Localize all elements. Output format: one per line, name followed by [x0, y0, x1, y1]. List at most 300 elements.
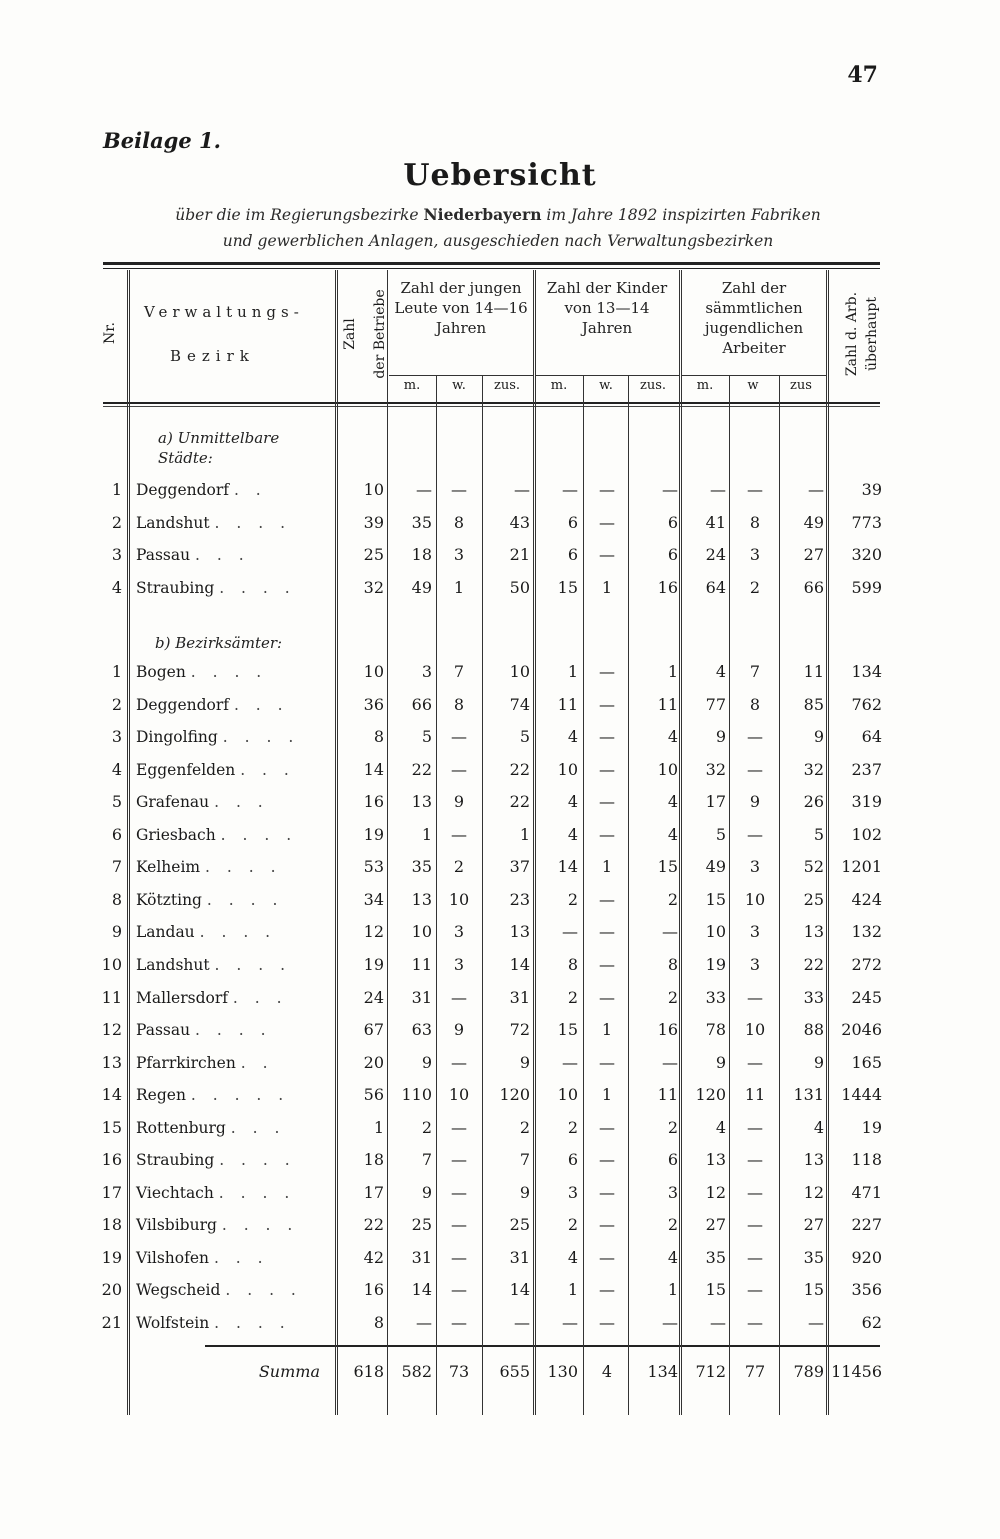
- header-gesamt-2: überhaupt: [864, 297, 880, 371]
- leader-dots: . . .: [213, 1248, 269, 1267]
- bezirk-name: Landshut: [136, 513, 210, 532]
- row-saemtl-w: 3: [749, 857, 761, 877]
- row-kinder-zus: 1: [667, 662, 678, 681]
- row-kinder-m: 2: [567, 889, 578, 909]
- summa-saemtl-zus: 789: [793, 1362, 824, 1381]
- row-kinder-w: —: [599, 792, 615, 812]
- row-jung-w: —: [451, 480, 467, 499]
- row-kinder-w: —: [599, 662, 615, 681]
- row-betriebe: 67: [363, 1020, 384, 1040]
- row-nr: 2: [111, 512, 122, 532]
- sub-rule-kinder: [536, 375, 679, 376]
- table-row: [0, 722, 1000, 752]
- page-title: Uebersicht: [403, 158, 597, 193]
- row-jung-zus: 21: [509, 545, 530, 564]
- bezirk-name: Straubing: [136, 1151, 215, 1170]
- row-kinder-m: 4: [567, 792, 578, 812]
- bezirk-name: Passau: [136, 546, 191, 564]
- row-jung-w: 3: [453, 954, 465, 974]
- row-saemtl-zus: 52: [803, 857, 824, 877]
- row-nr: 10: [101, 954, 122, 974]
- row-saemtl-zus: 15: [803, 1280, 824, 1300]
- summa-row: [0, 1357, 1000, 1387]
- row-jung-w: —: [451, 1150, 467, 1170]
- row-saemtl-w: —: [747, 1247, 763, 1267]
- row-kinder-w: —: [599, 889, 615, 909]
- row-betriebe: 17: [363, 1182, 384, 1202]
- section-staedte: a) Unmittelbare Städte:: [158, 429, 280, 467]
- header-nr: Nr.: [102, 322, 118, 344]
- row-jung-zus: 31: [509, 987, 530, 1007]
- row-bezirk-name: [136, 1210, 331, 1240]
- row-jung-w: —: [451, 987, 467, 1007]
- leader-dots: . . . .: [195, 1021, 272, 1040]
- subtitle-pre: über die im Regierungsbezirke: [175, 206, 419, 224]
- row-kinder-zus: 6: [667, 545, 678, 564]
- table-row: [0, 950, 1000, 980]
- table-row: [0, 475, 1000, 505]
- row-kinder-m: 3: [567, 1182, 578, 1202]
- row-jung-w: 2: [453, 857, 465, 877]
- row-jung-w: 10: [448, 889, 470, 909]
- row-kinder-m: 4: [567, 1247, 578, 1267]
- row-saemtl-m: 49: [705, 857, 726, 877]
- summa-betriebe: 618: [353, 1362, 384, 1381]
- row-saemtl-zus: 25: [803, 889, 824, 909]
- row-jung-w: 3: [453, 545, 465, 564]
- summa-label: Summa: [258, 1362, 320, 1381]
- row-betriebe: 22: [363, 1215, 384, 1235]
- row-saemtl-zus: 12: [803, 1182, 824, 1202]
- row-betriebe: 8: [373, 727, 384, 747]
- row-saemtl-w: —: [747, 727, 763, 747]
- row-bezirk-name: [136, 1308, 331, 1338]
- row-kinder-w: —: [599, 512, 615, 532]
- row-saemtl-zus: —: [808, 1313, 824, 1332]
- row-bezirk-name: [136, 475, 331, 505]
- bezirk-name: Straubing: [136, 578, 215, 597]
- row-saemtl-m: 15: [705, 889, 726, 909]
- header-bezirk-2: Bezirk: [170, 347, 255, 365]
- row-jung-zus: 43: [509, 512, 530, 532]
- row-betriebe: 20: [363, 1052, 384, 1072]
- row-saemtl-m: 17: [705, 792, 726, 812]
- row-jung-zus: 1: [519, 824, 530, 844]
- row-gesamt: 272: [851, 954, 882, 974]
- row-saemtl-w: —: [747, 1117, 763, 1137]
- row-kinder-w: —: [599, 922, 615, 942]
- row-kinder-zus: 16: [657, 1020, 678, 1040]
- row-bezirk-name: [136, 657, 331, 687]
- row-saemtl-w: —: [747, 824, 763, 844]
- row-kinder-zus: 8: [667, 954, 678, 974]
- leader-dots: . . . .: [222, 728, 300, 747]
- row-jung-w: 8: [453, 694, 465, 714]
- row-kinder-w: —: [599, 1280, 615, 1300]
- row-kinder-zus: 4: [667, 792, 678, 812]
- row-bezirk-name: [136, 508, 331, 538]
- row-jung-zus: 23: [509, 889, 530, 909]
- table-row: [0, 1210, 1000, 1240]
- row-jung-m: 14: [411, 1280, 432, 1300]
- row-jung-m: 1: [421, 824, 432, 844]
- row-jung-m: 18: [411, 545, 432, 564]
- row-saemtl-w: —: [747, 1313, 763, 1332]
- row-kinder-w: —: [599, 954, 615, 974]
- table-row: [0, 540, 1000, 570]
- table-row: [0, 1178, 1000, 1208]
- row-jung-zus: 25: [509, 1215, 530, 1235]
- row-jung-zus: 37: [509, 857, 530, 877]
- row-bezirk-name: [136, 917, 331, 947]
- row-betriebe: 25: [363, 545, 384, 564]
- row-saemtl-w: —: [747, 480, 763, 499]
- header-gesamt-1: Zahl d. Arb.: [844, 291, 860, 377]
- header-bottom-rule-thin: [103, 406, 880, 407]
- row-nr: 11: [101, 987, 122, 1007]
- row-nr: 15: [101, 1117, 122, 1137]
- row-jung-zus: 50: [509, 577, 530, 597]
- table-row: [0, 1048, 1000, 1078]
- row-betriebe: 16: [363, 1280, 384, 1300]
- bezirk-name: Dingolfing: [136, 728, 218, 747]
- row-jung-m: 25: [411, 1215, 432, 1235]
- row-jung-w: —: [451, 1182, 467, 1202]
- header-jung: Zahl der jungen Leute von 14—16 Jahren: [394, 279, 528, 337]
- row-kinder-m: 1: [567, 1280, 578, 1300]
- row-kinder-zus: 2: [667, 889, 678, 909]
- row-saemtl-zus: 131: [793, 1085, 824, 1105]
- row-bezirk-name: [136, 1015, 331, 1045]
- leader-dots: . . . .: [220, 825, 298, 844]
- leader-dots: . . .: [230, 1118, 286, 1137]
- row-betriebe: 56: [363, 1085, 384, 1105]
- row-saemtl-w: 10: [744, 1020, 766, 1040]
- summa-jung-m: 582: [401, 1362, 432, 1381]
- table-row: [0, 885, 1000, 915]
- row-jung-m: 9: [421, 1052, 432, 1072]
- row-bezirk-name: [136, 787, 331, 817]
- row-bezirk-name: [136, 1145, 331, 1175]
- row-kinder-m: 1: [567, 662, 578, 681]
- row-nr: 21: [101, 1313, 122, 1332]
- row-kinder-m: 6: [567, 1150, 578, 1170]
- row-jung-zus: 9: [519, 1052, 530, 1072]
- row-saemtl-m: 33: [705, 987, 726, 1007]
- bezirk-name: Kelheim: [136, 858, 201, 877]
- sub-kinder-zus: zus.: [639, 378, 667, 393]
- bezirk-name: Deggendorf: [136, 695, 229, 714]
- row-jung-m: 63: [411, 1020, 432, 1040]
- row-kinder-w: —: [599, 727, 615, 747]
- row-betriebe: 8: [373, 1313, 384, 1332]
- bezirk-name: Landshut: [136, 955, 210, 974]
- row-jung-m: 9: [421, 1182, 432, 1202]
- row-kinder-w: —: [599, 759, 615, 779]
- leader-dots: . . . .: [219, 578, 296, 597]
- header-betriebe-1: Zahl: [342, 318, 358, 350]
- row-jung-m: 13: [411, 792, 432, 812]
- row-saemtl-m: 9: [715, 1052, 726, 1072]
- bezirk-name: Grafenau: [136, 793, 210, 812]
- summa-kinder-w: 4: [601, 1362, 613, 1381]
- row-betriebe: 39: [363, 512, 384, 532]
- leader-dots: . . .: [214, 793, 269, 812]
- row-nr: 1: [111, 480, 122, 499]
- table-row: [0, 820, 1000, 850]
- bezirk-name: Passau: [136, 1021, 191, 1040]
- row-bezirk-name: [136, 1178, 331, 1208]
- row-kinder-w: —: [599, 480, 615, 499]
- row-saemtl-m: 64: [705, 577, 726, 597]
- row-jung-m: 13: [411, 889, 432, 909]
- row-kinder-w: —: [599, 1052, 615, 1072]
- row-saemtl-zus: 66: [803, 577, 824, 597]
- row-gesamt: 356: [851, 1280, 882, 1300]
- row-kinder-zus: —: [662, 480, 678, 499]
- row-jung-m: 3: [421, 662, 432, 681]
- table-row: [0, 1145, 1000, 1175]
- leader-dots: . . . .: [214, 513, 292, 532]
- row-jung-zus: 2: [519, 1117, 530, 1137]
- bezirk-name: Vilsbiburg: [136, 1216, 217, 1235]
- row-gesamt: 237: [851, 759, 882, 779]
- row-jung-m: 11: [411, 954, 432, 974]
- subtitle-line-2: und gewerblichen Anlagen, ausgeschieden nach Verwaltungsbezirken: [222, 232, 774, 250]
- sub-saemtl-zus: zus: [790, 378, 812, 393]
- row-nr: 8: [111, 889, 122, 909]
- row-saemtl-zus: 32: [803, 759, 824, 779]
- row-saemtl-zus: 13: [803, 1150, 824, 1170]
- bezirk-name: Griesbach: [136, 825, 216, 844]
- row-kinder-m: —: [562, 1052, 578, 1072]
- leader-dots: . . . .: [190, 663, 268, 681]
- row-betriebe: 19: [363, 954, 384, 974]
- row-kinder-zus: 1: [667, 1280, 678, 1300]
- row-saemtl-m: —: [710, 480, 726, 499]
- row-kinder-m: —: [562, 922, 578, 942]
- row-saemtl-zus: 9: [813, 727, 824, 747]
- row-jung-w: —: [451, 1215, 467, 1235]
- row-nr: 6: [111, 824, 122, 844]
- row-saemtl-m: 5: [715, 824, 726, 844]
- row-jung-m: —: [416, 480, 432, 499]
- row-betriebe: 42: [363, 1247, 384, 1267]
- row-jung-m: 7: [421, 1150, 432, 1170]
- row-nr: 3: [111, 727, 122, 747]
- row-gesamt: 599: [851, 577, 882, 597]
- row-betriebe: 24: [363, 987, 384, 1007]
- row-gesamt: 19: [861, 1117, 882, 1137]
- row-gesamt: 134: [851, 662, 882, 681]
- row-gesamt: 2046: [841, 1020, 882, 1040]
- row-nr: 4: [111, 577, 122, 597]
- row-kinder-m: 11: [557, 694, 578, 714]
- row-jung-m: 5: [421, 727, 432, 747]
- row-bezirk-name: [136, 983, 331, 1013]
- row-nr: 17: [101, 1182, 122, 1202]
- row-saemtl-w: 7: [749, 662, 761, 681]
- leader-dots: . . . .: [214, 955, 292, 974]
- row-betriebe: 32: [363, 577, 384, 597]
- row-kinder-m: 6: [567, 545, 578, 564]
- row-jung-w: —: [451, 824, 467, 844]
- row-kinder-m: 15: [557, 577, 578, 597]
- leader-dots: . . . .: [219, 1151, 296, 1170]
- row-saemtl-zus: 9: [813, 1052, 824, 1072]
- row-jung-m: 66: [411, 694, 432, 714]
- row-gesamt: 920: [851, 1247, 882, 1267]
- leader-dots: . . . .: [218, 1183, 296, 1202]
- leader-dots: . .: [233, 481, 267, 499]
- row-saemtl-m: 9: [715, 727, 726, 747]
- row-kinder-m: 6: [567, 512, 578, 532]
- row-gesamt: 319: [851, 792, 882, 812]
- row-kinder-w: —: [599, 694, 615, 714]
- leader-dots: . . . .: [205, 858, 282, 877]
- appendix-label: Beilage 1.: [103, 128, 221, 153]
- row-saemtl-m: 10: [705, 922, 726, 942]
- row-nr: 7: [111, 857, 122, 877]
- row-saemtl-m: 12: [705, 1182, 726, 1202]
- row-jung-zus: 5: [519, 727, 530, 747]
- row-jung-w: —: [451, 759, 467, 779]
- row-gesamt: 1201: [841, 857, 882, 877]
- row-saemtl-zus: 88: [803, 1020, 824, 1040]
- row-betriebe: 10: [363, 662, 384, 681]
- row-nr: 19: [101, 1247, 122, 1267]
- row-saemtl-m: 35: [705, 1247, 726, 1267]
- row-kinder-zus: —: [662, 1313, 678, 1332]
- bezirk-name: Wolfstein: [136, 1314, 210, 1332]
- row-saemtl-m: 19: [705, 954, 726, 974]
- row-betriebe: 12: [363, 922, 384, 942]
- row-bezirk-name: [136, 1243, 331, 1273]
- row-gesamt: 132: [851, 922, 882, 942]
- row-kinder-zus: 4: [667, 1247, 678, 1267]
- table-row: [0, 1015, 1000, 1045]
- row-nr: 1: [111, 662, 122, 681]
- row-nr: 20: [101, 1280, 122, 1300]
- row-saemtl-w: —: [747, 1150, 763, 1170]
- sub-saemtl-w: w: [747, 378, 759, 393]
- row-jung-w: 8: [453, 512, 465, 532]
- bezirk-name: Wegscheid: [136, 1281, 221, 1300]
- row-kinder-zus: 2: [667, 1117, 678, 1137]
- table-row: [0, 1308, 1000, 1338]
- row-saemtl-zus: 26: [803, 792, 824, 812]
- row-saemtl-m: 24: [705, 545, 726, 564]
- table-row: [0, 573, 1000, 603]
- row-kinder-m: 4: [567, 824, 578, 844]
- leader-dots: . . . .: [199, 923, 277, 942]
- row-kinder-m: 4: [567, 727, 578, 747]
- table-row: [0, 1243, 1000, 1273]
- row-bezirk-name: [136, 1048, 331, 1078]
- table-top-rule: [103, 262, 880, 265]
- row-jung-zus: 7: [519, 1150, 530, 1170]
- table-row: [0, 755, 1000, 785]
- leader-dots: . . . .: [206, 890, 284, 909]
- row-kinder-zus: 10: [657, 759, 678, 779]
- row-bezirk-name: [136, 820, 331, 850]
- row-jung-m: —: [416, 1313, 432, 1332]
- row-jung-zus: 120: [499, 1085, 530, 1105]
- row-jung-m: 35: [411, 857, 432, 877]
- row-nr: 13: [101, 1052, 122, 1072]
- row-saemtl-w: 3: [749, 954, 761, 974]
- row-kinder-zus: 15: [657, 857, 678, 877]
- summa-gesamt: 11456: [831, 1362, 882, 1381]
- row-kinder-m: 14: [557, 857, 578, 877]
- bezirk-name: Viechtach: [136, 1183, 214, 1202]
- leader-dots: . . .: [232, 988, 288, 1007]
- row-jung-w: 1: [453, 577, 465, 597]
- row-jung-zus: 14: [509, 1280, 530, 1300]
- row-saemtl-m: 15: [705, 1280, 726, 1300]
- table-row: [0, 787, 1000, 817]
- row-kinder-zus: 6: [667, 1150, 678, 1170]
- bezirk-name: Pfarrkirchen: [136, 1053, 236, 1072]
- row-saemtl-w: 3: [749, 545, 761, 564]
- row-kinder-zus: 16: [657, 577, 678, 597]
- row-nr: 9: [111, 922, 122, 942]
- bezirk-name: Regen: [136, 1086, 186, 1105]
- row-nr: 16: [101, 1150, 122, 1170]
- row-kinder-zus: 4: [667, 824, 678, 844]
- row-jung-w: 7: [453, 662, 465, 681]
- leader-dots: . . . .: [221, 1216, 299, 1235]
- row-kinder-w: 1: [601, 857, 613, 877]
- row-betriebe: 19: [363, 824, 384, 844]
- row-jung-m: 31: [411, 987, 432, 1007]
- row-bezirk-name: [136, 1080, 331, 1110]
- row-saemtl-w: 8: [749, 512, 761, 532]
- sub-rule-jung: [389, 375, 533, 376]
- table-row: [0, 1275, 1000, 1305]
- row-kinder-zus: 3: [667, 1182, 678, 1202]
- row-saemtl-zus: 33: [803, 987, 824, 1007]
- row-gesamt: 227: [851, 1215, 882, 1235]
- row-saemtl-zus: 22: [803, 954, 824, 974]
- bezirk-name: Mallersdorf: [136, 988, 228, 1007]
- header-bottom-rule: [103, 402, 880, 404]
- row-saemtl-m: 32: [705, 759, 726, 779]
- row-bezirk-name: [136, 755, 331, 785]
- table-row: [0, 508, 1000, 538]
- leader-dots: . . .: [240, 760, 295, 779]
- row-kinder-w: 1: [601, 577, 613, 597]
- table-row: [0, 917, 1000, 947]
- row-betriebe: 16: [363, 792, 384, 812]
- table-row: [0, 657, 1000, 687]
- row-saemtl-w: 10: [744, 889, 766, 909]
- sub-jung-m: m.: [403, 378, 421, 393]
- row-saemtl-w: —: [747, 1215, 763, 1235]
- row-gesamt: 62: [861, 1313, 882, 1332]
- bezirk-name: Kötzting: [136, 890, 202, 909]
- row-betriebe: 34: [363, 889, 384, 909]
- summa-saemtl-w: 77: [744, 1362, 766, 1381]
- row-jung-w: 3: [453, 922, 465, 942]
- header-betriebe-2: der Betriebe: [372, 289, 388, 379]
- subtitle-region: Niederbayern: [423, 205, 542, 224]
- sub-kinder-m: m.: [550, 378, 568, 393]
- row-gesamt: 762: [851, 694, 882, 714]
- sub-jung-zus: zus.: [493, 378, 521, 393]
- row-jung-w: —: [451, 1117, 467, 1137]
- row-saemtl-w: —: [747, 987, 763, 1007]
